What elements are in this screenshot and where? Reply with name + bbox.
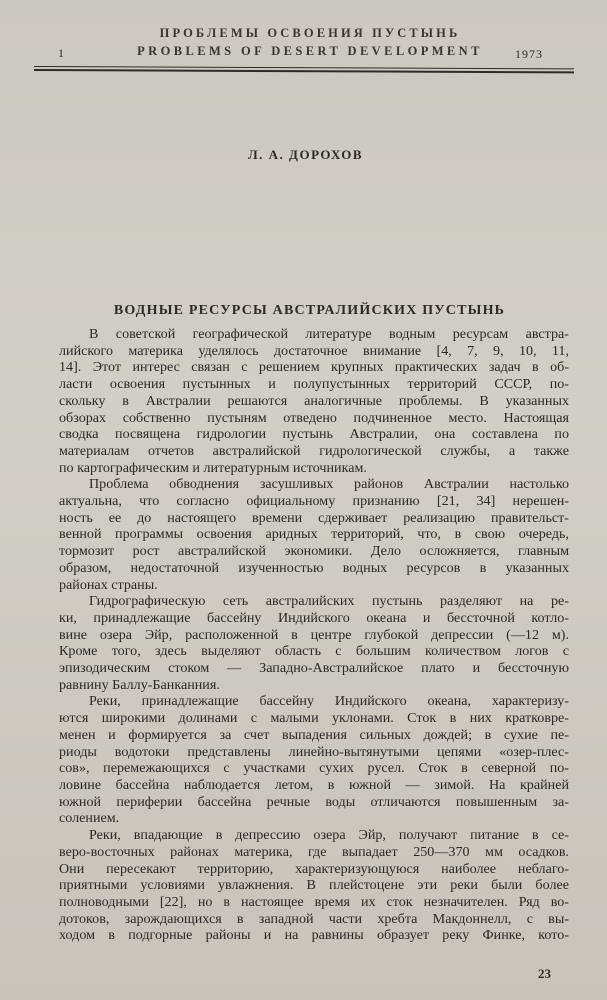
- article-title: ВОДНЫЕ РЕСУРСЫ АВСТРАЛИЙСКИХ ПУСТЫНЬ: [113, 303, 506, 318]
- page-number: 23: [538, 966, 551, 981]
- text-line: полноводными [22], но в настоящее время их сток незначителен. Ряд во-: [59, 893, 569, 910]
- text-line: венной программы освоения аридных территорий, что, в свою очередь,: [59, 526, 569, 543]
- text-line: ходом в подгорные районы и на равнины образует реку Финке, кото-: [59, 927, 569, 944]
- text-line: веро-восточных районах материка, где выпадает 250—370 мм осадков.: [59, 843, 569, 860]
- text-line: Проблема обводнения засушливых районов Австралии настолько: [89, 476, 569, 493]
- text-line: ки, принадлежащие бассейну Индийского океана и бессточной котло-: [59, 609, 569, 626]
- text-line: менен и формируется за счет выпадения сильных дождей; в сухие пе-: [59, 726, 569, 743]
- text-line: обзорах собственно пустыням отведено подчиненное место. Настоящая: [59, 409, 569, 426]
- header-rule-thick: [34, 69, 574, 73]
- text-line: лийского материка уделялось достаточное внимание [4, 7, 9, 10, 11,: [59, 342, 569, 359]
- body-paragraph: [59, 693, 569, 827]
- article-body: [59, 326, 569, 944]
- text-line: ность ее до настоящего времени сдерживает реализацию правительст-: [59, 509, 569, 526]
- text-line: сводка посвящена гидрологии пустынь Австралии, она составлена по: [59, 426, 569, 443]
- text-line: материалам отчетов австралийской гидрологической службы, а также: [59, 442, 569, 459]
- running-header: [0, 0, 607, 72]
- text-line: районах страны.: [59, 576, 158, 593]
- journal-title-russian: ПРОБЛЕМЫ ОСВОЕНИЯ ПУСТЫНЬ: [159, 26, 461, 40]
- text-line: ловине бассейна наблюдается летом, в южной — зимой. На крайней: [59, 776, 569, 793]
- text-line: 14]. Этот интерес связан с решением крупных практических задач в об-: [59, 359, 569, 376]
- text-line: равнину Баллу-Банканния.: [59, 676, 220, 693]
- text-line: Они пересекают территорию, характеризующуюся наиболее неблаго-: [59, 860, 569, 877]
- publication-year: 1973: [515, 47, 543, 61]
- text-line: актуальна, что согласно официальному признанию [21, 34] нерешен-: [59, 493, 569, 510]
- text-line: Гидрографическую сеть австралийских пустынь разделяют на ре-: [89, 593, 569, 610]
- body-paragraph: [59, 827, 569, 944]
- text-line: ются широкими долинами с малыми уклонами. Сток в них кратковре-: [59, 710, 569, 727]
- text-line: Кроме того, здесь выделяют область с большим количеством логов с: [59, 643, 569, 660]
- issue-number: 1: [58, 46, 65, 60]
- text-line: сов», перемежающихся с участками сухих русел. Сток в северной по-: [59, 760, 569, 777]
- text-line: риоды водотоки представлены линейно-вытянутыми цепями «озер-плес-: [59, 743, 569, 760]
- text-line: эпизодическим стоком — Западно-Австралийское плато и бессточную: [59, 660, 569, 677]
- author-name: Л. А. ДОРОХОВ: [247, 147, 364, 162]
- text-line: солением.: [59, 810, 120, 827]
- text-line: Реки, впадающие в депрессию озера Эйр, получают питание в се-: [89, 827, 569, 844]
- text-line: В советской географической литературе водным ресурсам австра-: [89, 326, 569, 342]
- text-line: южной периферии бассейна речные воды отличаются повышенным за-: [59, 793, 569, 810]
- text-line: ласти освоения пустынных и полупустынных территорий СССР, по-: [59, 376, 569, 393]
- body-paragraph: [59, 326, 569, 476]
- text-line: Реки, принадлежащие бассейну Индийского океана, характеризу-: [89, 693, 569, 710]
- journal-title-english: PROBLEMS OF DESERT DEVELOPMENT: [137, 44, 483, 58]
- text-line: по картографическим и литературным источникам.: [59, 459, 367, 476]
- text-line: приятными условиями увлажнения. В плейстоцене эти реки были более: [59, 877, 569, 894]
- body-paragraph: [59, 476, 569, 593]
- body-paragraph: [59, 593, 569, 693]
- text-line: тормозит рост австралийской экономики. Дело осложняется, главным: [59, 543, 569, 560]
- text-line: образом, недостаточной изученностью водных ресурсов в указанных: [59, 559, 569, 576]
- text-line: вине озера Эйр, расположенной в центре глубокой депрессии (—12 м).: [59, 626, 569, 643]
- text-line: скольку в Австралии решаются аналогичные проблемы. В указанных: [59, 392, 569, 409]
- text-line: дотоков, зарождающихся в западной части хребта Макдоннелл, с вы-: [59, 910, 569, 927]
